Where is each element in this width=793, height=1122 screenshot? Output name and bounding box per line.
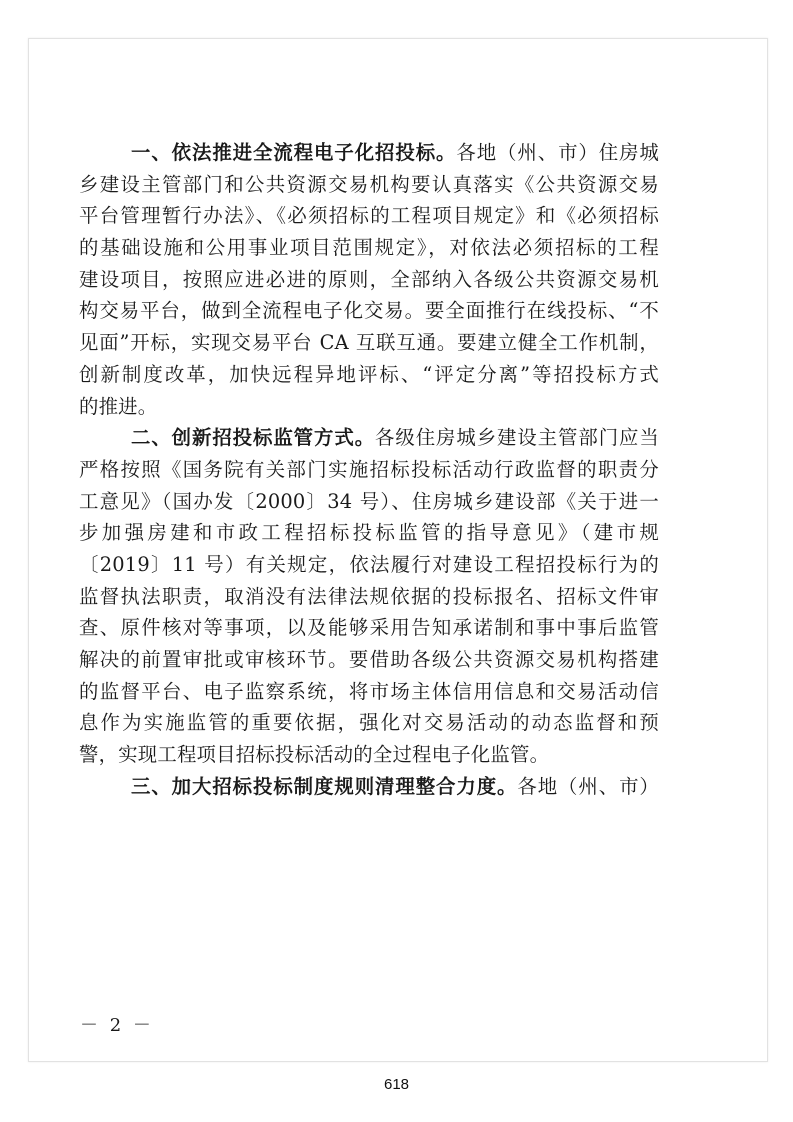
paragraph-1-first-line-rest: 各地（州、市）住房城: [456, 141, 659, 164]
footer-number: 618: [383, 1076, 410, 1093]
paragraph-line: 步加强房建和市政工程招标投标监管的指导意见》（建市规: [79, 521, 659, 545]
paragraph-line: 创新制度改革，加快远程异地评标、“评定分离”等招投标方式: [79, 362, 659, 386]
paragraph-line: 解决的前置审批或审核环节。要借助各级公共资源交易机构搭建: [79, 648, 659, 671]
paragraph-3-first-line-rest: 各地（州、市）: [517, 774, 659, 798]
paragraph-1-line-1: [79, 137, 659, 169]
paragraph-line: 〔2019〕11 号）有关规定，依法履行对建设工程招投标行为的: [79, 552, 659, 576]
paragraph-2-line-1: [79, 422, 659, 454]
paragraph-line: 见面”开标，实现交易平台 CA 互联互通。要建立健全工作机制，: [79, 331, 659, 355]
paragraph-2-heading: 二、创新招投标监管方式。: [131, 426, 376, 450]
paragraph-line: 的推进。: [79, 394, 158, 418]
paragraph-3-heading: 三、加大招标投标制度规则清理整合力度。: [131, 774, 518, 798]
paragraph-line: 乡建设主管部门和公共资源交易机构要认真落实《公共资源交易: [79, 172, 659, 196]
paragraph-line: 建设项目，按照应进必进的原则，全部纳入各级公共资源交易机: [79, 267, 659, 291]
page-number: － 2 －: [80, 1015, 154, 1036]
paragraph-line: 查、原件核对等事项，以及能够采用告知承诺制和事中事后监管: [79, 616, 659, 640]
paragraph-1-heading: 一、依法推进全流程电子化招投标。: [131, 141, 457, 164]
paragraph-line: 构交易平台，做到全流程电子化交易。要全面推行在线投标、“不: [79, 299, 659, 323]
paragraph-line: 的基础设施和公用事业项目范围规定》，对依法必须招标的工程: [79, 236, 659, 260]
paragraph-line: 的监督平台、电子监察系统，将市场主体信用信息和交易活动信: [79, 679, 659, 703]
paragraph-3-line-1: [79, 771, 659, 803]
paragraph-line: 息作为实施监管的重要依据，强化对交易活动的动态监督和预: [79, 711, 659, 735]
paragraph-line: 严格按照《国务院有关部门实施招标投标活动行政监督的职责分: [79, 457, 659, 481]
paragraph-line: 工意见》（国办发〔2000〕34 号）、住房城乡建设部《关于进一: [79, 489, 659, 513]
document-body: [79, 137, 659, 802]
paragraph-line: 平台管理暂行办法》、《必须招标的工程项目规定》和《必须招标: [79, 204, 659, 228]
paragraph-line: 监督执法职责，取消没有法律法规依据的投标报名、招标文件审: [79, 584, 659, 608]
paragraph-2-first-line-rest: 各级住房城乡建设主管部门应当: [375, 426, 659, 450]
paragraph-line: 警，实现工程项目招标投标活动的全过程电子化监管。: [79, 743, 550, 767]
